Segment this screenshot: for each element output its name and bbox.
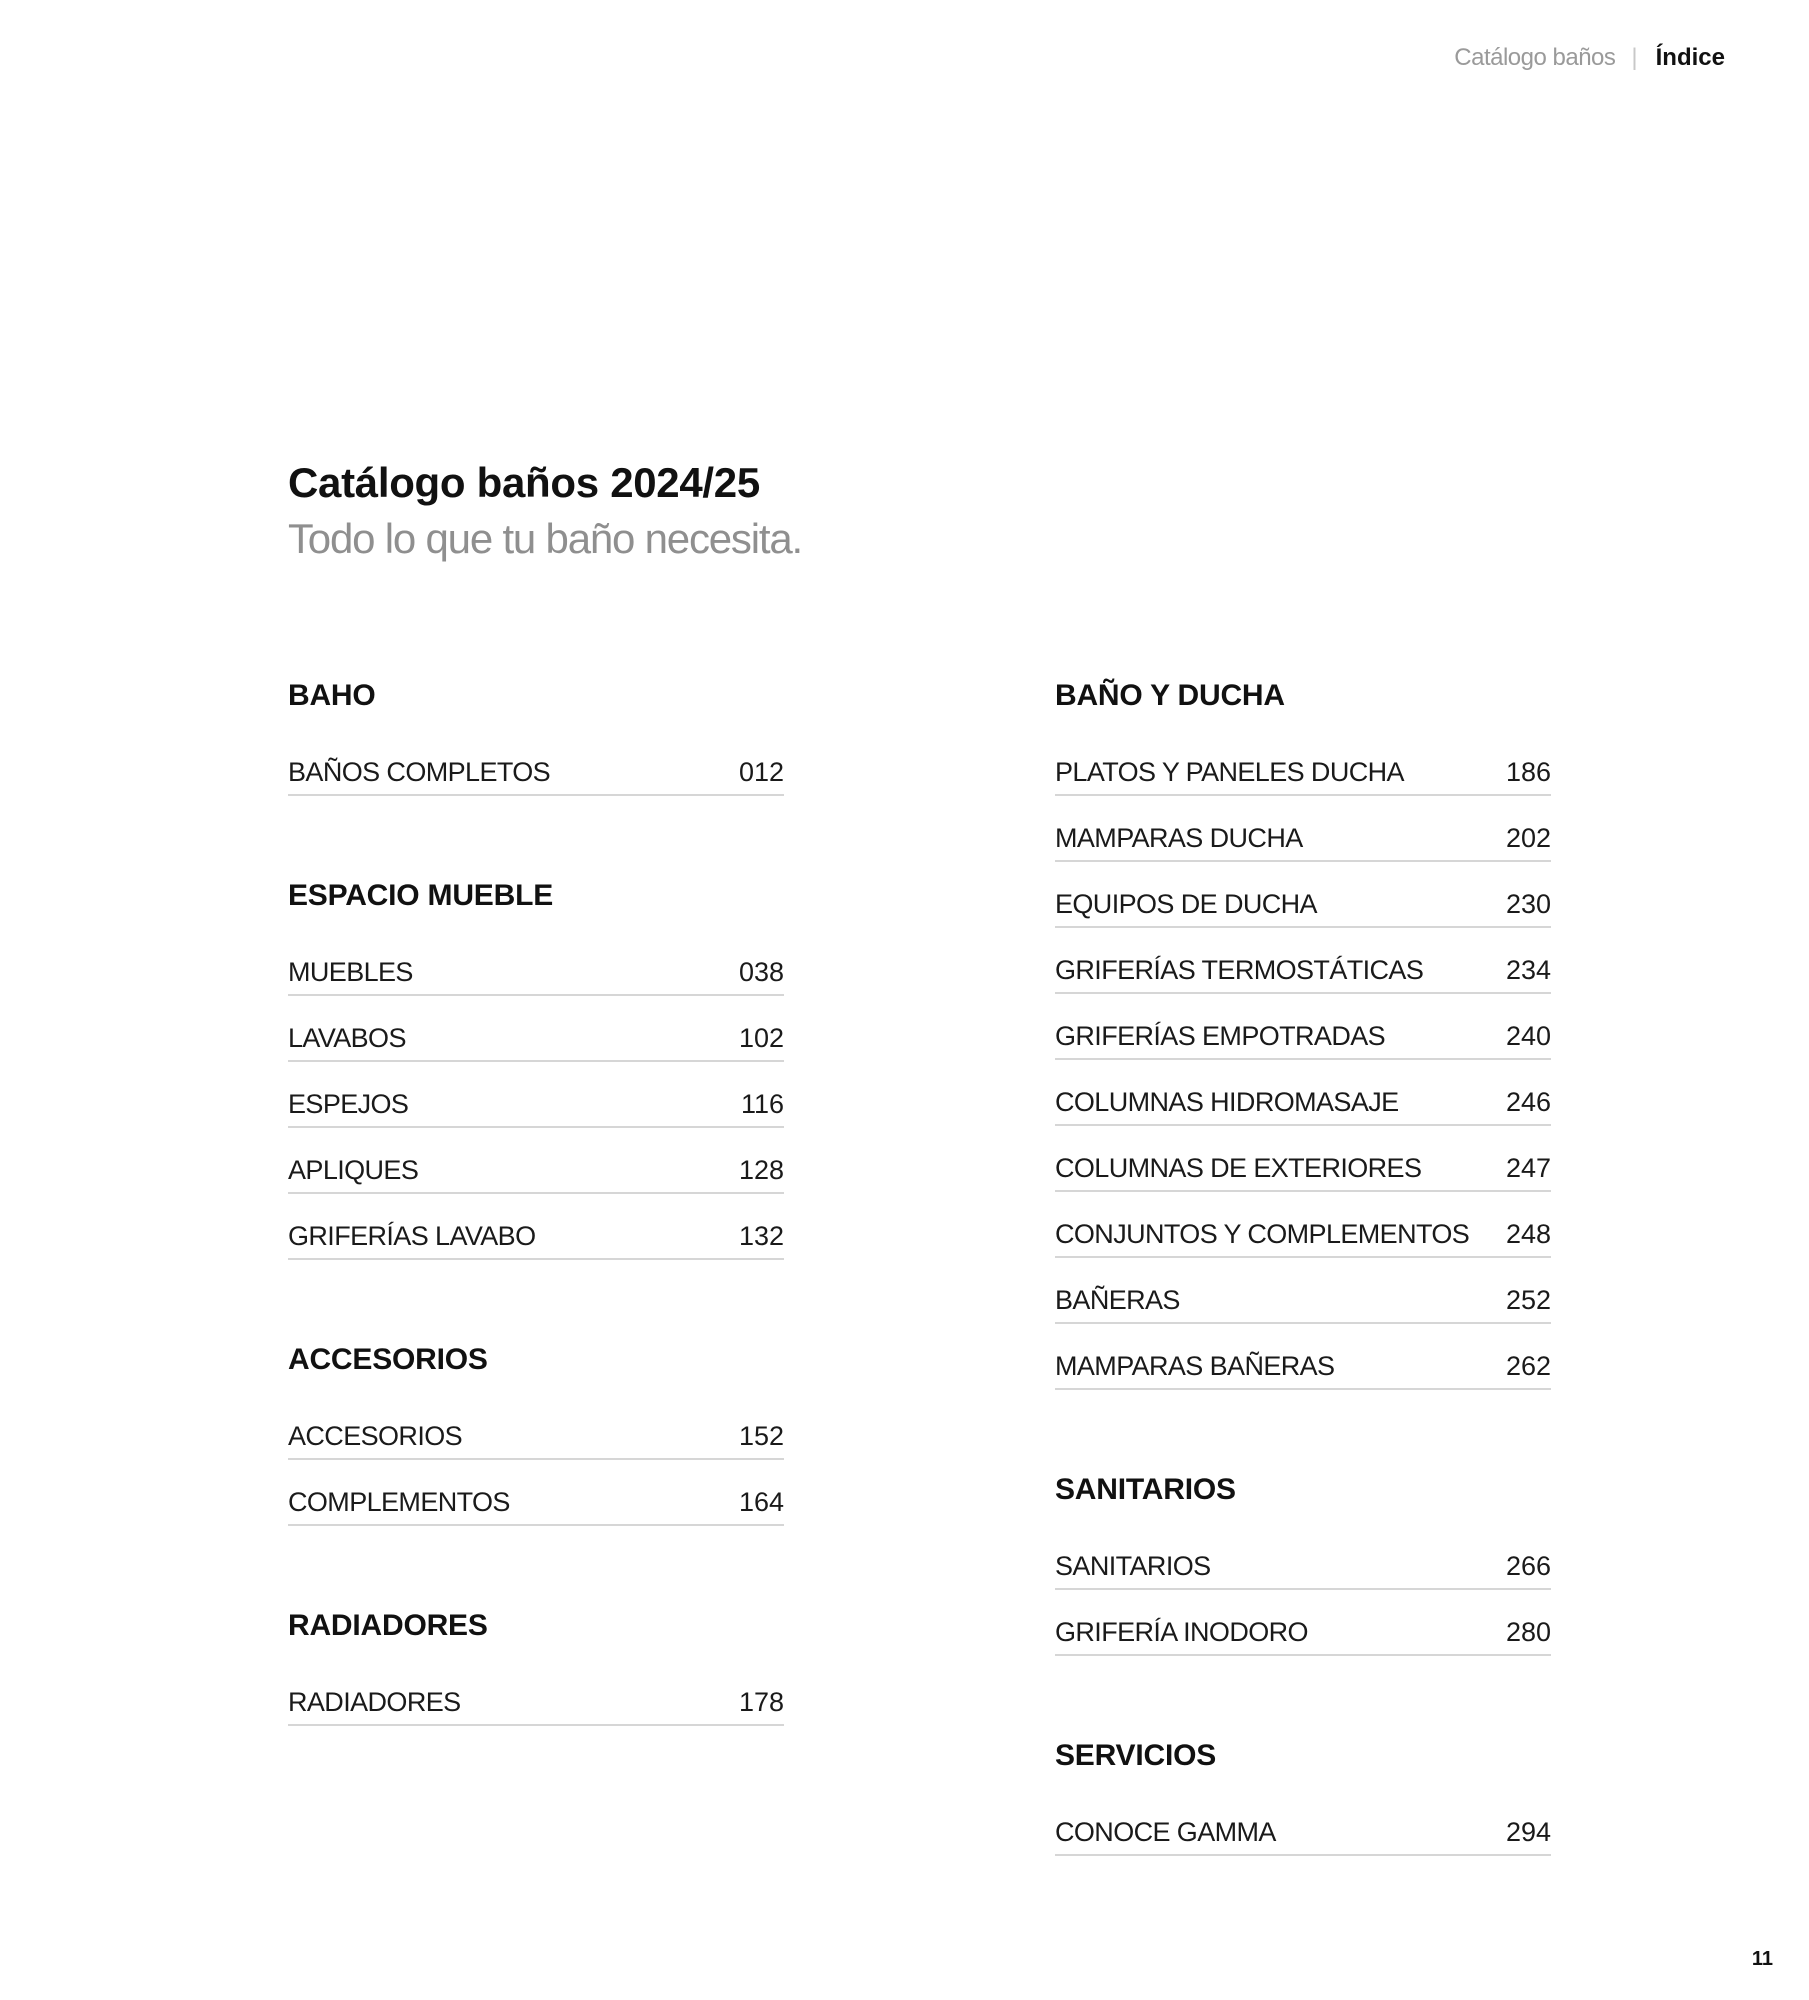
- toc-entry-label: GRIFERÍAS EMPOTRADAS: [1055, 1021, 1386, 1051]
- toc-entry-label: PLATOS Y PANELES DUCHA: [1055, 757, 1404, 787]
- toc-entry[interactable]: [1055, 994, 1551, 1060]
- toc-entry-page: 266: [1505, 1551, 1551, 1581]
- toc-entry-label: ESPEJOS: [288, 1089, 409, 1119]
- toc-entry[interactable]: [1055, 1060, 1551, 1126]
- toc-entry[interactable]: [1055, 1590, 1551, 1656]
- toc-entry-page: 038: [738, 957, 784, 987]
- page-number: 11: [1751, 1948, 1773, 1970]
- toc-section-sanitarios: [1055, 1470, 1551, 1656]
- toc-entry-label: APLIQUES: [288, 1155, 419, 1185]
- toc-entry-page: 186: [1505, 757, 1551, 787]
- page-title: Catálogo baños 2024/25: [288, 459, 760, 506]
- section-title: SERVICIOS: [1055, 1739, 1217, 1772]
- toc-entry-label: ACCESORIOS: [288, 1421, 463, 1451]
- header-breadcrumb: [1454, 44, 1725, 72]
- toc-entry-page: 230: [1505, 889, 1551, 919]
- breadcrumb-current: Índice: [1655, 44, 1725, 71]
- toc-entry[interactable]: [288, 996, 784, 1062]
- toc-entry-label: RADIADORES: [288, 1687, 461, 1717]
- toc-section-baho: [288, 676, 784, 796]
- toc-entry-label: MAMPARAS BAÑERAS: [1055, 1351, 1335, 1381]
- toc-entry[interactable]: [288, 1128, 784, 1194]
- toc-entry[interactable]: [1055, 796, 1551, 862]
- toc-entry-page: 252: [1505, 1285, 1551, 1315]
- toc-entry-label: LAVABOS: [288, 1023, 406, 1053]
- toc-entry-page: 202: [1505, 823, 1551, 853]
- toc-entry[interactable]: [1055, 1524, 1551, 1590]
- toc-section-bano-y-ducha: [1055, 676, 1551, 1390]
- toc-entry[interactable]: [1055, 1258, 1551, 1324]
- toc-entry-page: 246: [1505, 1087, 1551, 1117]
- toc-left-column: [288, 676, 784, 1806]
- toc-entry-page: 280: [1505, 1617, 1551, 1647]
- toc-entry-page: 152: [738, 1421, 784, 1451]
- toc-entry[interactable]: [1055, 862, 1551, 928]
- toc-entry[interactable]: [288, 730, 784, 796]
- toc-entry-label: CONJUNTOS Y COMPLEMENTOS: [1055, 1219, 1470, 1249]
- title-block: [288, 458, 802, 564]
- section-title: ACCESORIOS: [288, 1343, 488, 1376]
- toc-entry-label: SANITARIOS: [1055, 1551, 1211, 1581]
- toc-entry[interactable]: [1055, 1126, 1551, 1192]
- toc-entry-label: MAMPARAS DUCHA: [1055, 823, 1303, 853]
- toc-entry[interactable]: [1055, 928, 1551, 994]
- section-title: BAÑO Y DUCHA: [1055, 679, 1285, 712]
- breadcrumb-separator: |: [1631, 44, 1638, 71]
- toc-entry-page: 128: [738, 1155, 784, 1185]
- toc-entry-label: GRIFERÍAS LAVABO: [288, 1221, 536, 1251]
- toc-entry-label: BAÑOS COMPLETOS: [288, 757, 551, 787]
- toc-entry-label: GRIFERÍA INODORO: [1055, 1617, 1308, 1647]
- toc-entry-page: 012: [738, 757, 784, 787]
- toc-entry-label: COMPLEMENTOS: [288, 1487, 510, 1517]
- toc-section-servicios: [1055, 1736, 1551, 1856]
- toc-entry[interactable]: [288, 1394, 784, 1460]
- toc-entry-label: COLUMNAS DE EXTERIORES: [1055, 1153, 1422, 1183]
- page-subtitle: Todo lo que tu baño necesita.: [288, 515, 802, 562]
- section-title: RADIADORES: [288, 1609, 488, 1642]
- toc-entry-page: 102: [738, 1023, 784, 1053]
- toc-section-radiadores: [288, 1606, 784, 1726]
- toc-entry-page: 262: [1505, 1351, 1551, 1381]
- toc-entry-page: 234: [1505, 955, 1551, 985]
- toc-entry[interactable]: [1055, 730, 1551, 796]
- toc-right-column: [1055, 676, 1551, 1936]
- section-title: ESPACIO MUEBLE: [288, 879, 554, 912]
- toc-entry-page: 240: [1505, 1021, 1551, 1051]
- toc-entry[interactable]: [288, 930, 784, 996]
- toc-entry[interactable]: [1055, 1790, 1551, 1856]
- toc-entry-page: 116: [740, 1089, 784, 1119]
- toc-entry-label: CONOCE GAMMA: [1055, 1817, 1276, 1847]
- toc-entry[interactable]: [288, 1460, 784, 1526]
- section-title: SANITARIOS: [1055, 1473, 1236, 1506]
- toc-entry-label: COLUMNAS HIDROMASAJE: [1055, 1087, 1399, 1117]
- toc-section-espacio-mueble: [288, 876, 784, 1260]
- breadcrumb-parent[interactable]: Catálogo baños: [1454, 44, 1616, 71]
- toc-entry[interactable]: [1055, 1324, 1551, 1390]
- toc-entry-label: EQUIPOS DE DUCHA: [1055, 889, 1317, 919]
- toc-entry-label: BAÑERAS: [1055, 1285, 1180, 1315]
- toc-entry[interactable]: [288, 1062, 784, 1128]
- toc-entry-page: 248: [1505, 1219, 1551, 1249]
- toc-entry[interactable]: [288, 1194, 784, 1260]
- toc-entry-page: 164: [738, 1487, 784, 1517]
- toc-entry-label: GRIFERÍAS TERMOSTÁTICAS: [1055, 955, 1424, 985]
- toc-entry-label: MUEBLES: [288, 957, 413, 987]
- toc-entry[interactable]: [288, 1660, 784, 1726]
- toc-entry-page: 247: [1505, 1153, 1551, 1183]
- toc-entry-page: 132: [738, 1221, 784, 1251]
- toc-section-accesorios: [288, 1340, 784, 1526]
- section-title: BAHO: [288, 679, 376, 712]
- toc-entry-page: 178: [738, 1687, 784, 1717]
- toc-entry[interactable]: [1055, 1192, 1551, 1258]
- toc-entry-page: 294: [1505, 1817, 1551, 1847]
